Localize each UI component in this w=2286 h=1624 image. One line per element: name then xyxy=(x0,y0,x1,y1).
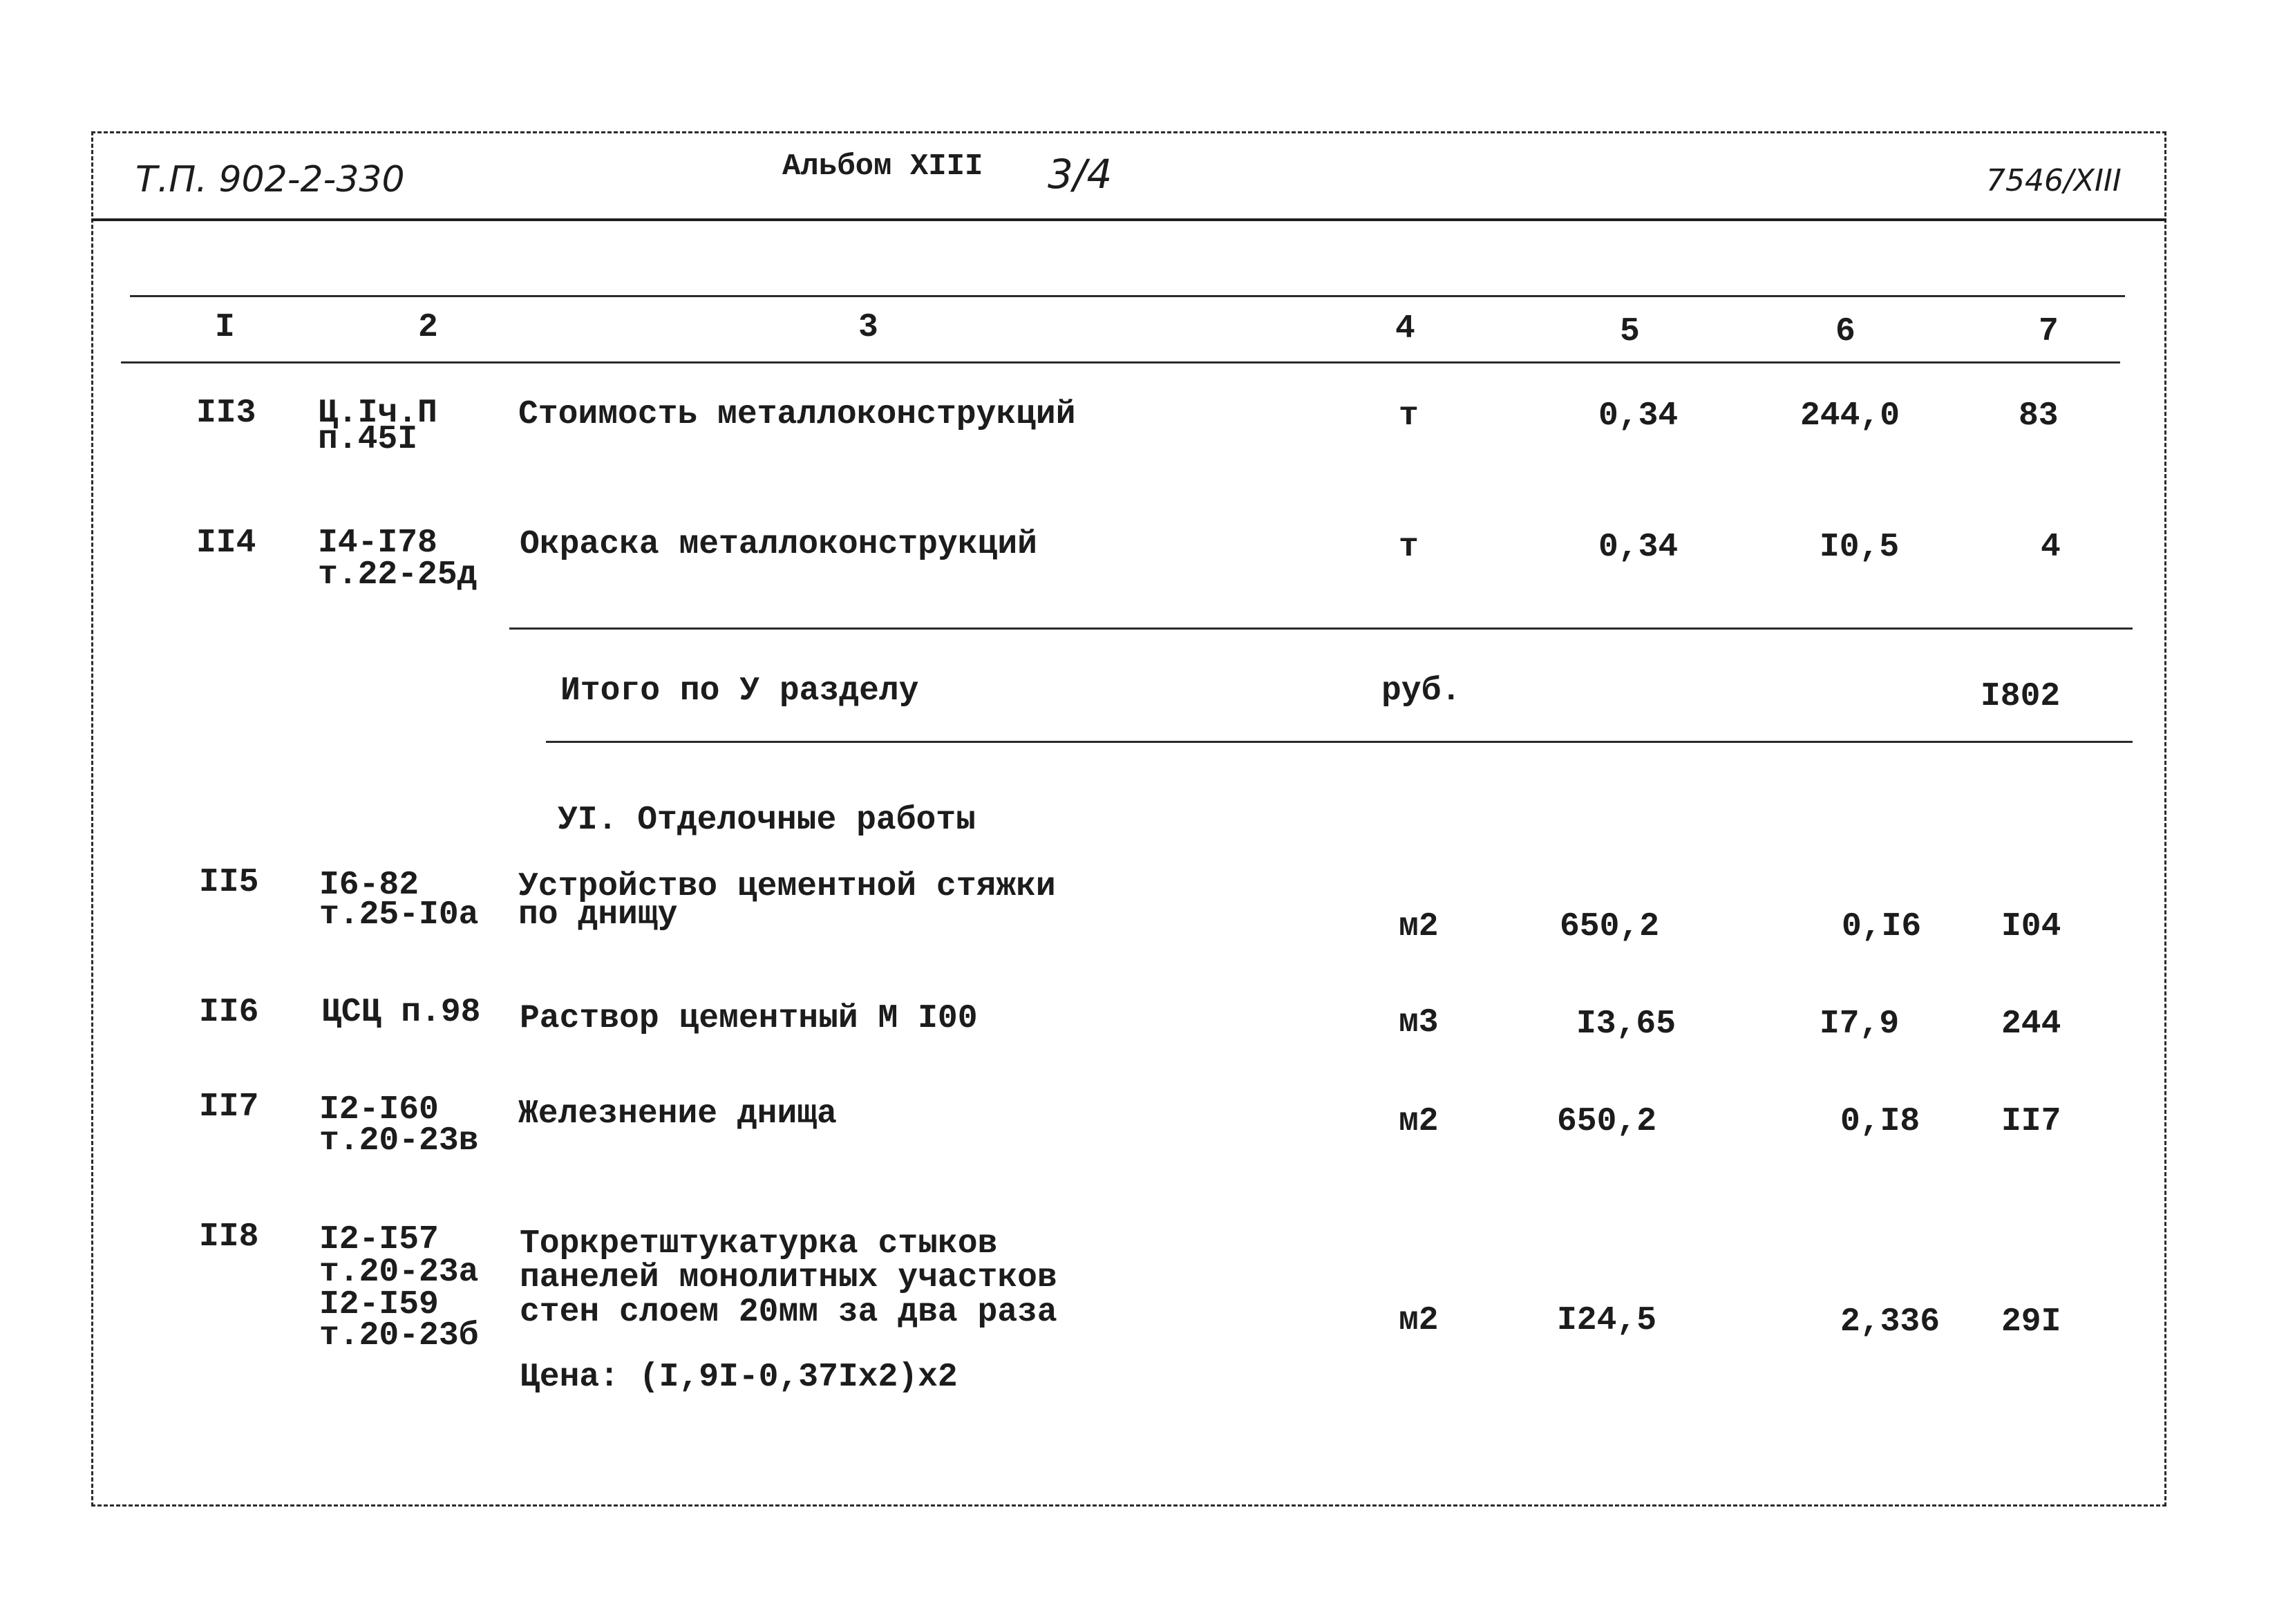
header-divider xyxy=(91,218,2166,221)
row-name-line: Железнение днища xyxy=(518,1095,837,1133)
row-unit: т xyxy=(1399,529,1419,566)
row-price: 0,I6 xyxy=(1842,908,1922,945)
row-number: II4 xyxy=(196,525,256,562)
row-unit: м2 xyxy=(1399,1103,1439,1140)
row-number: II3 xyxy=(196,395,256,432)
subtotal-cost: I802 xyxy=(1981,678,2061,715)
row-price: 2,336 xyxy=(1840,1303,1940,1341)
row-cost: 29I xyxy=(2001,1303,2061,1341)
row-code-line: т.22-25д xyxy=(318,556,478,594)
section-title: УI. Отделочные работы xyxy=(558,802,976,839)
row-code-line: I2-I57 xyxy=(319,1221,439,1258)
row-quantity: I3,65 xyxy=(1576,1005,1676,1043)
subtotal-bottom-rule xyxy=(546,741,2133,743)
row-unit: т xyxy=(1399,397,1419,435)
row-quantity: 0,34 xyxy=(1598,529,1679,566)
column-number-6: 6 xyxy=(1835,313,1855,350)
row-code-line: I2-I59 xyxy=(319,1286,439,1323)
row-unit: м3 xyxy=(1399,1004,1439,1041)
row-code-line: т.20-23а xyxy=(319,1254,479,1291)
row-unit: м2 xyxy=(1399,1302,1439,1339)
row-number: II7 xyxy=(199,1088,259,1126)
subtotal-top-rule xyxy=(509,627,2133,630)
album-title: Альбом XIII xyxy=(782,149,983,184)
column-number-3: 3 xyxy=(858,309,878,346)
row-cost: 244 xyxy=(2001,1005,2061,1043)
row-code-line: I2-I60 xyxy=(319,1091,439,1129)
column-number-2: 2 xyxy=(418,309,438,346)
row-name-line: Торкретштукатурка стыков xyxy=(520,1225,998,1263)
row-name-line: Окраска металлоконструкций xyxy=(520,526,1037,563)
row-unit: м2 xyxy=(1399,908,1439,945)
row-code-line: Ц.Iч.П xyxy=(318,395,437,432)
row-quantity: 0,34 xyxy=(1598,397,1679,435)
row-name-line: панелей монолитных участков xyxy=(520,1259,1057,1296)
table-top-rule xyxy=(130,295,2125,297)
row-number: II5 xyxy=(199,864,259,901)
row-code-line: I6-82 xyxy=(319,867,419,904)
row-price: 244,0 xyxy=(1800,397,1900,435)
row-name-line: Устройство цементной стяжки xyxy=(518,868,1056,905)
row-cost: 4 xyxy=(2041,529,2061,566)
row-quantity: I24,5 xyxy=(1557,1302,1657,1339)
row-code-line: т.20-23б xyxy=(319,1317,479,1354)
row-name-line: по днищу xyxy=(518,896,678,934)
row-price: I7,9 xyxy=(1820,1005,1900,1043)
row-cost: I04 xyxy=(2001,908,2061,945)
row-name-line: Стоимость металлоконструкций xyxy=(518,396,1076,433)
row-quantity: 650,2 xyxy=(1560,908,1660,945)
sheet-number: 3/4 xyxy=(1048,151,1113,198)
inventory-number: 7546/XIII xyxy=(1986,163,2122,198)
row-name-line: стен слоем 20мм за два раза xyxy=(520,1294,1057,1331)
table-header-rule xyxy=(121,361,2120,363)
row-code-line: п.45I xyxy=(318,421,418,458)
subtotal-label: Итого по У разделу xyxy=(560,672,919,710)
doc-code: Т.П. 902-2-330 xyxy=(135,159,405,200)
column-number-1: I xyxy=(215,309,235,346)
row-price: 0,I8 xyxy=(1840,1103,1920,1140)
row-cost: 83 xyxy=(2019,397,2059,435)
column-number-5: 5 xyxy=(1620,313,1640,350)
row-code-line: I4-I78 xyxy=(318,525,437,562)
row-number: II6 xyxy=(199,994,259,1031)
row-price-note: Цена: (I,9I-0,37Iх2)х2 xyxy=(520,1359,958,1396)
column-number-7: 7 xyxy=(2039,313,2059,350)
row-cost: II7 xyxy=(2001,1103,2061,1140)
row-name-line: Раствор цементный М I00 xyxy=(520,1000,978,1037)
subtotal-unit: руб. xyxy=(1381,672,1462,710)
row-code-line: ЦСЦ п.98 xyxy=(321,994,481,1031)
row-quantity: 650,2 xyxy=(1557,1103,1657,1140)
row-code-line: т.20-23в xyxy=(319,1122,479,1160)
row-price: I0,5 xyxy=(1820,529,1900,566)
row-code-line: т.25-I0а xyxy=(319,896,479,934)
row-number: II8 xyxy=(199,1218,259,1256)
column-number-4: 4 xyxy=(1395,310,1415,348)
